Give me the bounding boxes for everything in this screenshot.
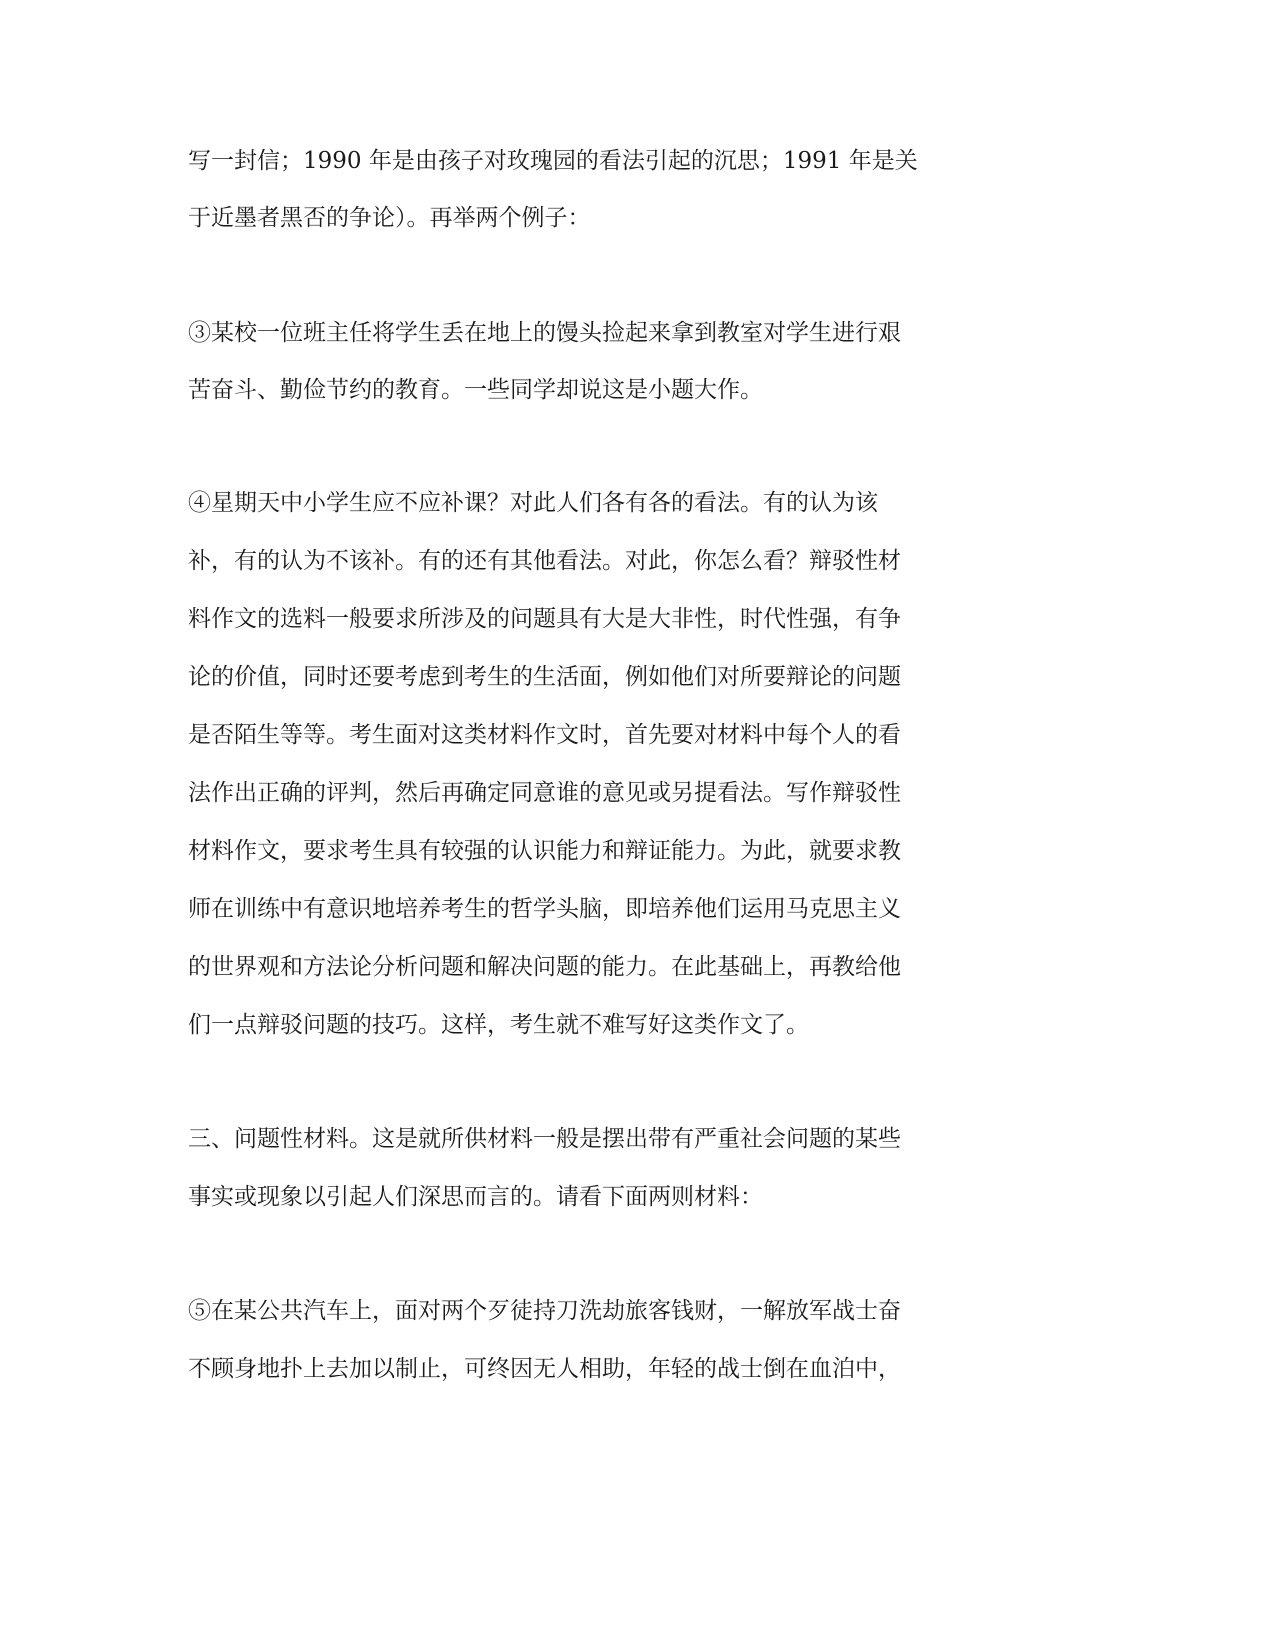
text-line: ⑤在某公共汽车上，面对两个歹徒持刀洗劫旅客钱财，一解放军战士奋 xyxy=(188,1298,901,1324)
text-line: 材料作文，要求考生具有较强的认识能力和辩证能力。为此，就要求教 xyxy=(188,838,901,864)
text-line: 不顾身地扑上去加以制止，可终因无人相助，年轻的战士倒在血泊中， xyxy=(188,1356,901,1382)
text-line: 补，有的认为不该补。有的还有其他看法。对此，你怎么看？辩驳性材 xyxy=(188,548,901,574)
text-line: 三、问题性材料。这是就所供材料一般是摆出带有严重社会问题的某些 xyxy=(188,1126,901,1152)
text-line: 是否陌生等等。考生面对这类材料作文时，首先要对材料中每个人的看 xyxy=(188,722,901,748)
text-line: ④星期天中小学生应不应补课？对此人们各有各的看法。有的认为该 xyxy=(188,490,878,516)
text-line: ③某校一位班主任将学生丢在地上的馒头捡起来拿到教室对学生进行艰 xyxy=(188,320,901,346)
text-line: 的世界观和方法论分析问题和解决问题的能力。在此基础上，再教给他 xyxy=(188,954,901,980)
text-line: 法作出正确的评判，然后再确定同意谁的意见或另提看法。写作辩驳性 xyxy=(188,780,901,806)
text-line: 们一点辩驳问题的技巧。这样，考生就不难写好这类作文了。 xyxy=(188,1012,809,1038)
text-line: 料作文的选料一般要求所涉及的问题具有大是大非性，时代性强，有争 xyxy=(188,606,901,632)
text-line: 事实或现象以引起人们深思而言的。请看下面两则材料： xyxy=(188,1184,763,1210)
text-line: 师在训练中有意识地培养考生的哲学头脑，即培养他们运用马克思主义 xyxy=(188,896,901,922)
text-line: 写一封信；1990 年是由孩子对玫瑰园的看法引起的沉思；1991 年是关 xyxy=(188,148,918,174)
text-line: 苦奋斗、勤俭节约的教育。一些同学却说这是小题大作。 xyxy=(188,377,763,403)
text-line: 论的价值，同时还要考虑到考生的生活面，例如他们对所要辩论的问题 xyxy=(188,664,901,690)
text-line: 于近墨者黑否的争论）。再举两个例子： xyxy=(188,205,591,231)
